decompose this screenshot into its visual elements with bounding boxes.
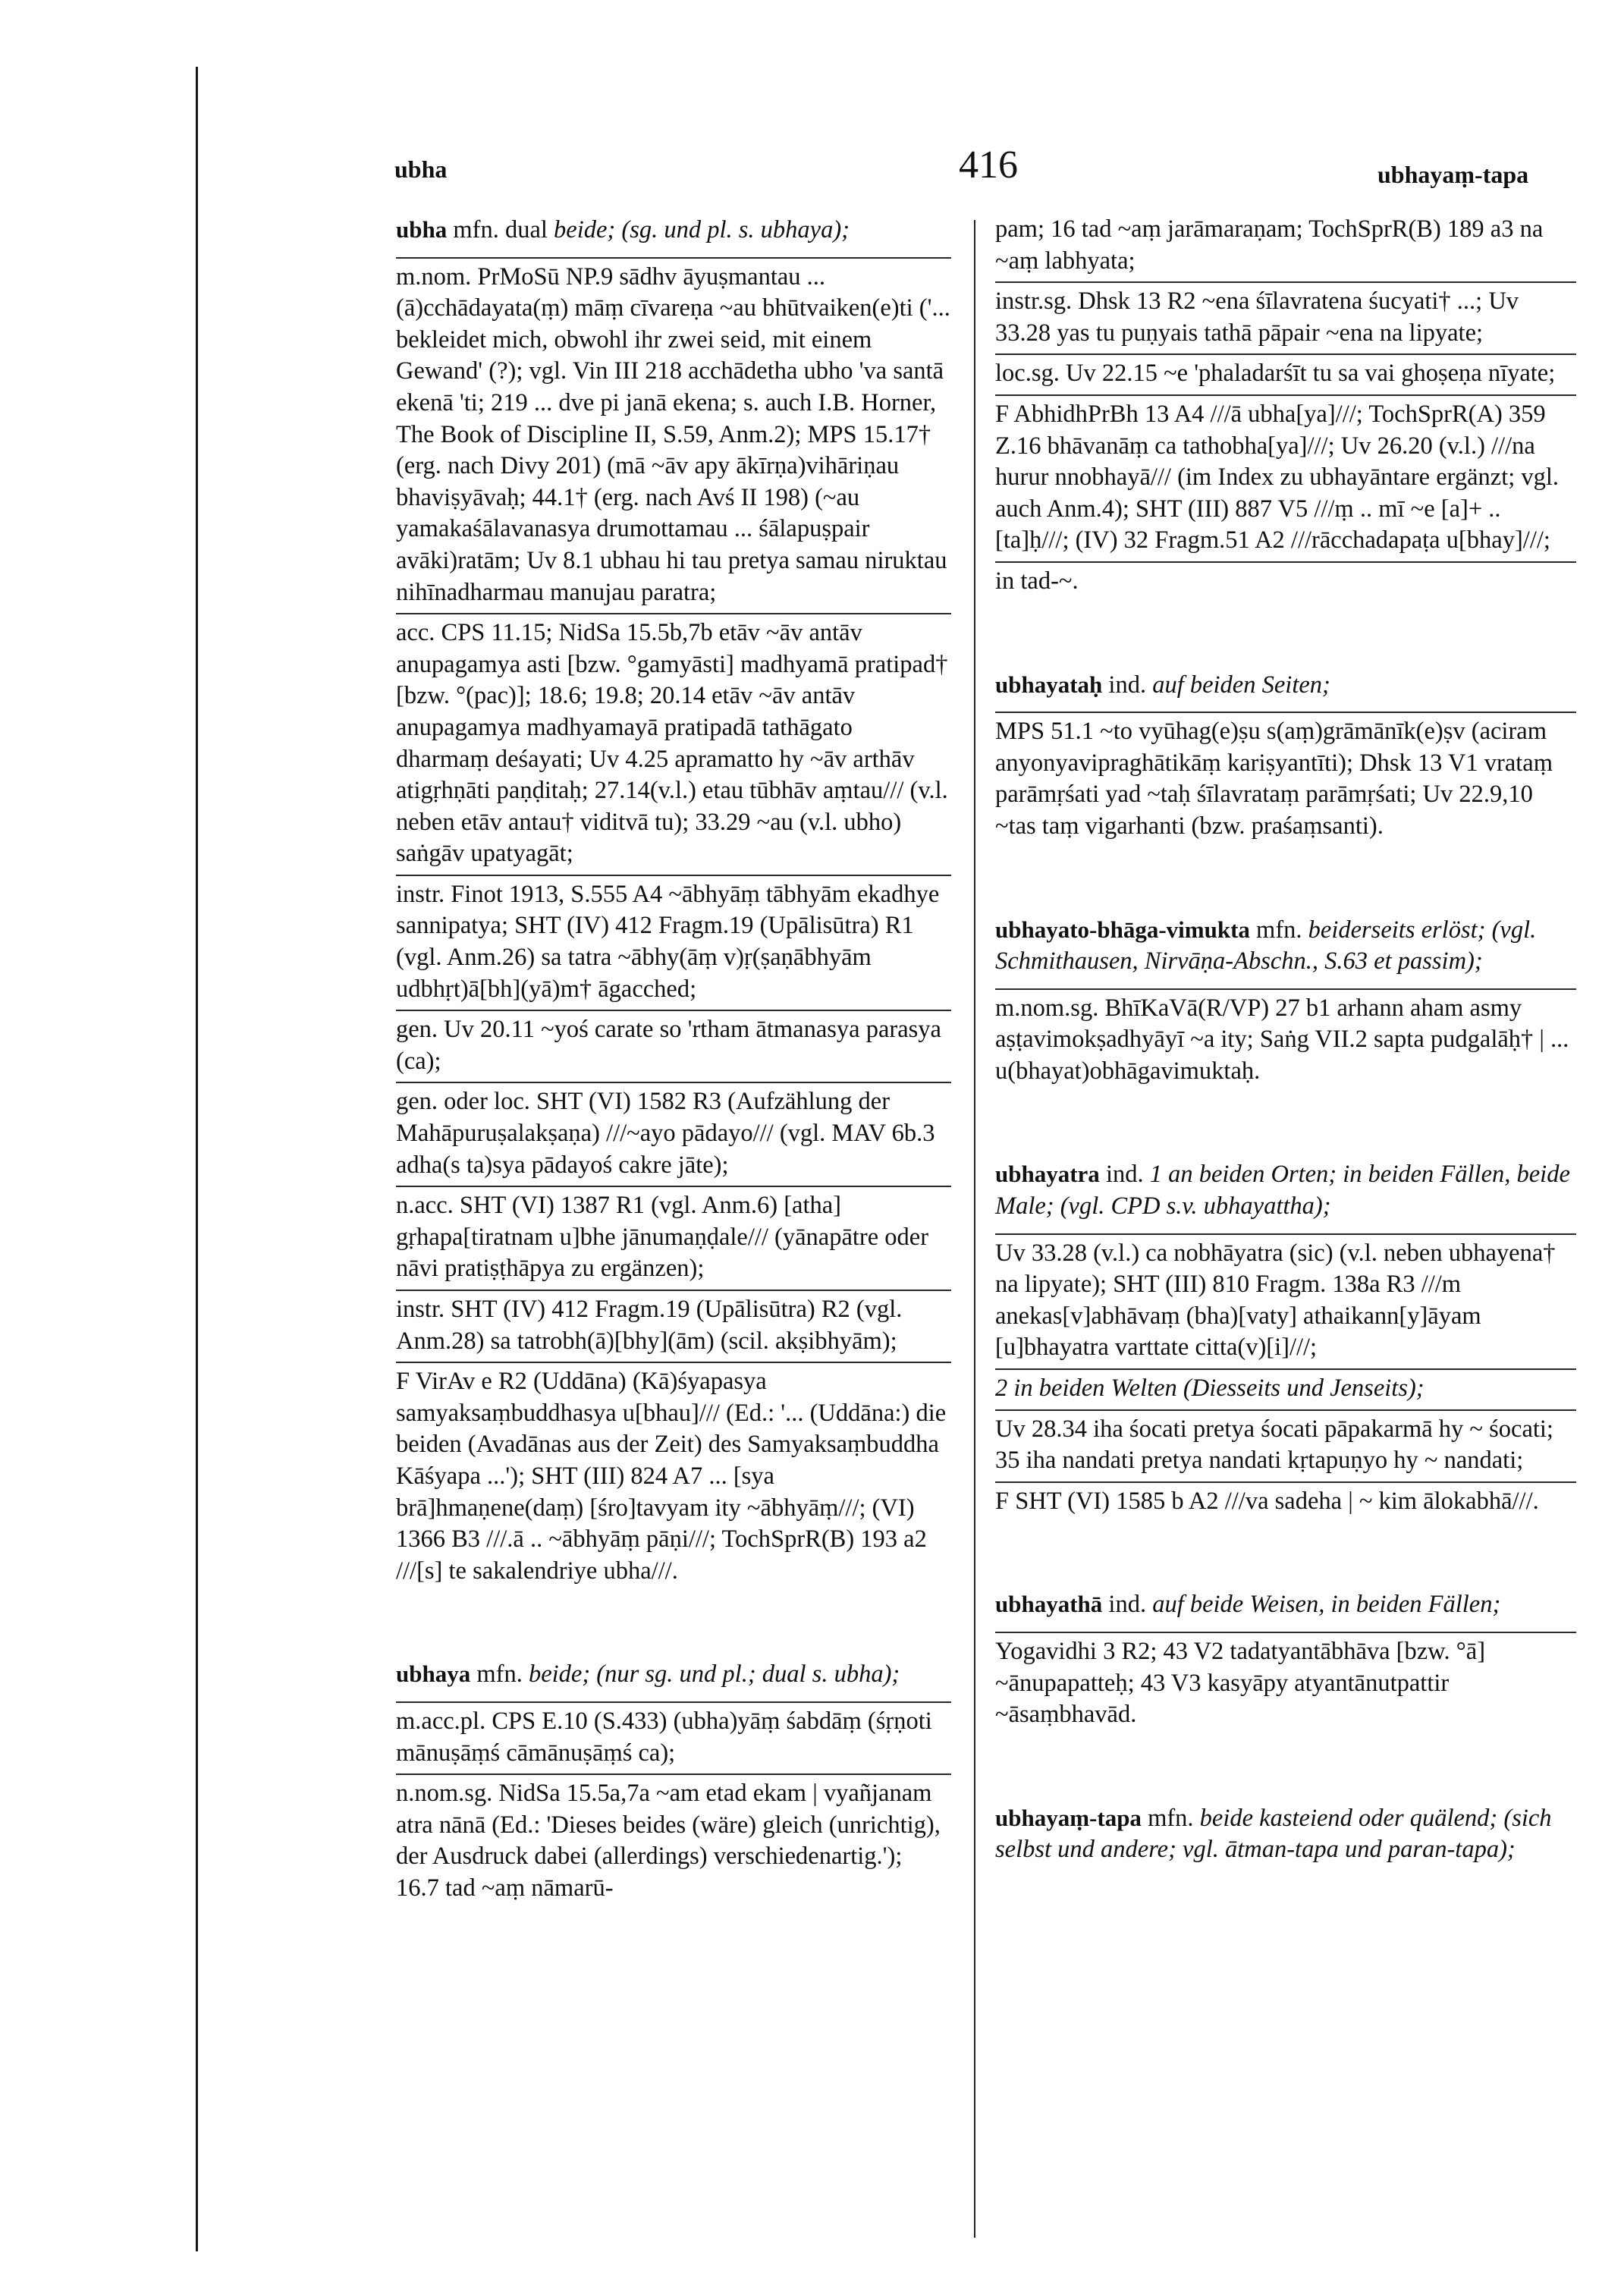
definition: auf beide Weisen, in beiden Fällen;: [1152, 1591, 1501, 1619]
lemma: ubhaya: [396, 1660, 471, 1688]
lemma: ubhayathā: [995, 1591, 1103, 1618]
citation-block: MPS 51.1 ~to vyūhag(e)ṣu s(aṃ)grāmānīk(e)ṣv (aciram anyonyavipraghātikāṃ kariṣyantīti); Dhsk 13 V1 vrataṃ parāmṛśati yad ~taḥ śīlavrataṃ parāmṛśati; Uv 22.9,10 ~tas taṃ vigarhanti (bzw. praśaṃsanti).: [995, 712, 1576, 842]
definition: beiderseits erlöst; (vgl. Schmithausen, Nirvāṇa-Abschn., S.63 et passim);: [995, 916, 1537, 975]
citation-block: Yogavidhi 3 R2; 43 V2 tadatyantābhāva [bzw. °ā] ~ānupapatteḥ; 43 V3 kasyāpy atyantānutpattir ~āsaṃbhavād.: [995, 1632, 1576, 1731]
part-of-speech: ind.: [1108, 1591, 1147, 1619]
left-column: [396, 214, 951, 2216]
definition: 1 an beiden Orten; in beiden Fällen, beide Male; (vgl. CPD s.v. ubhayattha);: [995, 1161, 1570, 1221]
citation-block: n.nom.sg. NidSa 15.5a,7a ~am etad ekam | vyañjanam atra nānā (Ed.: 'Dieses beides (wäre) gleich (unrichtig), der Ausdruck dabei (allerdings) verschiedenartig.'); 16.7 tad ~aṃ nāmarū-: [396, 1773, 951, 1904]
citation-block: F VirAv e R2 (Uddāna) (Kā)śyapasya samyaksaṃbuddhasya u[bhau]/// (Ed.: '... (Uddāna:) die beiden (Avadānas aus der Zeit) des Samyaksaṃbuddha Kāśyapa ...'); SHT (III) 824 A7 ... [sya brā]hmaṇene(daṃ) [śro]tavyam ity ~ābhyāṃ///; (VI) 1366 B3 ///.ā .. ~ābhyāṃ pāṇi///; TochSprR(B) 193 a2 ///[s] te sakalendriye ubha///.: [396, 1362, 951, 1587]
citation-block: m.acc.pl. CPS E.10 (S.433) (ubha)yāṃ śabdāṃ (śṛṇoti mānuṣāṃś cāmānuṣāṃś ca);: [396, 1701, 951, 1769]
entry-headword-line: [995, 914, 1576, 978]
citation-block: F AbhidhPrBh 13 A4 ///ā ubha[ya]///; TochSprR(A) 359 Z.16 bhāvanāṃ ca tathobha[ya]///; Uv 26.20 (v.l.) ///na hurur nnobhayā/// (im Index zu ubhayāntare ergänzt; vgl. auch Anm.4); SHT (III) 887 V5 ///ṃ .. mī ~e [a]+ .. [ta]ḥ///; (IV) 32 Fragm.51 A2 ///rācchadapaṭa u[bhay]///;: [995, 394, 1576, 557]
running-head-right: ubhayaṃ-tapa: [1377, 161, 1529, 188]
citation-block: instr. Finot 1913, S.555 A4 ~ābhyāṃ tābhyām ekadhye sannipatya; SHT (IV) 412 Fragm.19 (Upālisūtra) R1 (vgl. Anm.26) sa tatra ~ābhy(āṃ v)ṛ(ṣaṇābhyām udbhṛt)ā[bh](yā)m† āgacched;: [396, 875, 951, 1005]
definition: auf beiden Seiten;: [1152, 671, 1330, 699]
entry-headword-line: [995, 1588, 1576, 1621]
definition: beide; (nur sg. und pl.; dual s. ubha);: [528, 1660, 900, 1689]
part-of-speech: ind.: [1105, 1161, 1144, 1189]
citation-block: instr. SHT (IV) 412 Fragm.19 (Upālisūtra) R2 (vgl. Anm.28) sa tatrobh(ā)[bhy](ām) (scil. akṣibhyām);: [396, 1290, 951, 1357]
citation-block: F SHT (VI) 1585 b A2 ///va sadeha | ~ kim ālokabhā///.: [995, 1481, 1576, 1518]
citation-block: m.nom. PrMoSū NP.9 sādhv āyuṣmantau ... (ā)cchādayata(ṃ) māṃ cīvareṇa ~au bhūtvaiken(e)ti ('... bekleidet mich, obwohl ihr zwei seid, mit einem Gewand' (?); vgl. Vin III 218 acchādetha ubho 'va santā ekenā 'ti; 219 ... dve pi janā ekena; s. auch I.B. Horner, The Book of Discipline II, S.59, Anm.2); MPS 15.17† (erg. nach Divy 201) (mā ~āv apy ākīrṇa)vihāriṇau bhaviṣyāvaḥ; 44.1† (erg. nach Avś II 198) (~au yamakaśālavanasya drumottamau ... śālapuṣpair avāki)ratām; Uv 8.1 ubhau hi tau pretya samau niruktau nihīnadharmau manujau paratra;: [396, 257, 951, 609]
citation-block: pam; 16 tad ~aṃ jarāmaraṇam; TochSprR(B) 189 a3 na ~aṃ labhyata;: [995, 215, 1544, 275]
running-head-left: ubha: [394, 156, 448, 183]
citation-block: loc.sg. Uv 22.15 ~e 'phaladarśīt tu sa vai ghoṣeṇa nīyate;: [995, 353, 1576, 390]
lemma: ubhayaṃ-tapa: [995, 1804, 1142, 1831]
entry-ubhaya: [396, 1658, 951, 1904]
entry-headword-line: [995, 1158, 1576, 1222]
column-divider: [974, 220, 975, 2238]
lemma: ubhayato-bhāga-vimukta: [995, 916, 1250, 943]
entry-ubha: [396, 214, 951, 1587]
entry-ubhaya-continued: [995, 214, 1576, 598]
right-column: [995, 214, 1576, 2216]
entry-ubhayatah: [995, 669, 1576, 843]
lemma: ubhayatra: [995, 1161, 1100, 1188]
citation-block: in tad-~.: [995, 561, 1576, 598]
entry-headword-line: [995, 1802, 1576, 1866]
entry-headword-line: [396, 214, 951, 247]
citation-block: gen. oder loc. SHT (VI) 1582 R3 (Aufzählung der Mahāpuruṣalakṣaṇa) ///~ayo pādayo/// (vgl. MAV 6b.3 adha(s ta)sya pādayoś cakre jāte);: [396, 1082, 951, 1181]
definition: beide kasteiend oder quälend; (sich selbst und andere; vgl. ātman-tapa und paran-tapa);: [995, 1804, 1552, 1864]
entry-ubhayatra: [995, 1158, 1576, 1517]
part-of-speech: mfn.: [476, 1660, 523, 1689]
entry-ubhayatha: [995, 1588, 1576, 1730]
citation-block: instr.sg. Dhsk 13 R2 ~ena śīlavratena śucyati† ...; Uv 33.28 yas tu puṇyais tathā pāpair ~ena na lipyate;: [995, 281, 1576, 349]
citation-block: gen. Uv 20.11 ~yoś carate so 'rtham ātmanasya parasya (ca);: [396, 1010, 951, 1077]
entry-ubhayato-bhaga-vimukta: [995, 914, 1576, 1088]
entry-ubhayam-tapa: [995, 1802, 1576, 1866]
sense-heading: 2 in beiden Welten (Diesseits und Jenseits);: [995, 1368, 1576, 1405]
entry-headword-line: [995, 669, 1576, 702]
lemma: ubhayataḥ: [995, 671, 1103, 698]
citation-block: acc. CPS 11.15; NidSa 15.5b,7b etāv ~āv antāv anupagamya asti [bzw. °gamyāsti] madhyamā pratipad† [bzw. °(pac)]; 18.6; 19.8; 20.14 etāv ~āv antāv anupagamya madhyamayā pratipadā tathāgato dharmaṃ deśayati; Uv 4.25 apramatto hy ~āv arthāv atigṛhṇāti paṇḍitaḥ; 27.14(v.l.) etau tūbhāv aṃtau/// (v.l. neben etāv antau† viditvā tu); 33.29 ~au (v.l. ubho) saṅgāv upatyagāt;: [396, 613, 951, 870]
lemma: ubha: [396, 216, 448, 243]
part-of-speech: mfn.: [1148, 1804, 1194, 1832]
part-of-speech: mfn. dual: [453, 216, 548, 243]
scan-edge-line: [196, 67, 198, 2251]
citation-block: Uv 33.28 (v.l.) ca nobhāyatra (sic) (v.l. neben ubhayena† na lipyate); SHT (III) 810 Fragm. 138a R3 ///m anekas[v]abhāvaṃ (bha)[vaty] athaikann[y]āyam [u]bhayatra varttate citta(v)[i]///;: [995, 1233, 1576, 1364]
part-of-speech: ind.: [1108, 671, 1147, 699]
entry-headword-line: [396, 1658, 951, 1691]
citation-block: m.nom.sg. BhīKaVā(R/VP) 27 b1 arhann aham asmy aṣṭavimokṣadhyāyī ~a ity; Saṅg VII.2 sapta pudgalāḥ† | ... u(bhayat)obhāgavimuktaḥ.: [995, 988, 1576, 1088]
citation-block: Uv 28.34 iha śocati pretya śocati pāpakarmā hy ~ śocati; 35 iha nandati pretya nandati kṛtapuṇyo hy ~ nandati;: [995, 1409, 1576, 1477]
page-number: 416: [959, 143, 1018, 187]
citation-block: n.acc. SHT (VI) 1387 R1 (vgl. Anm.6) [atha] gṛhapa[tiratnam u]bhe jānumaṇḍale/// (yānapātre oder nāvi pratiṣṭhāpya zu ergänzen);: [396, 1186, 951, 1285]
part-of-speech: mfn.: [1256, 916, 1302, 944]
definition: beide; (sg. und pl. s. ubhaya);: [554, 216, 850, 243]
